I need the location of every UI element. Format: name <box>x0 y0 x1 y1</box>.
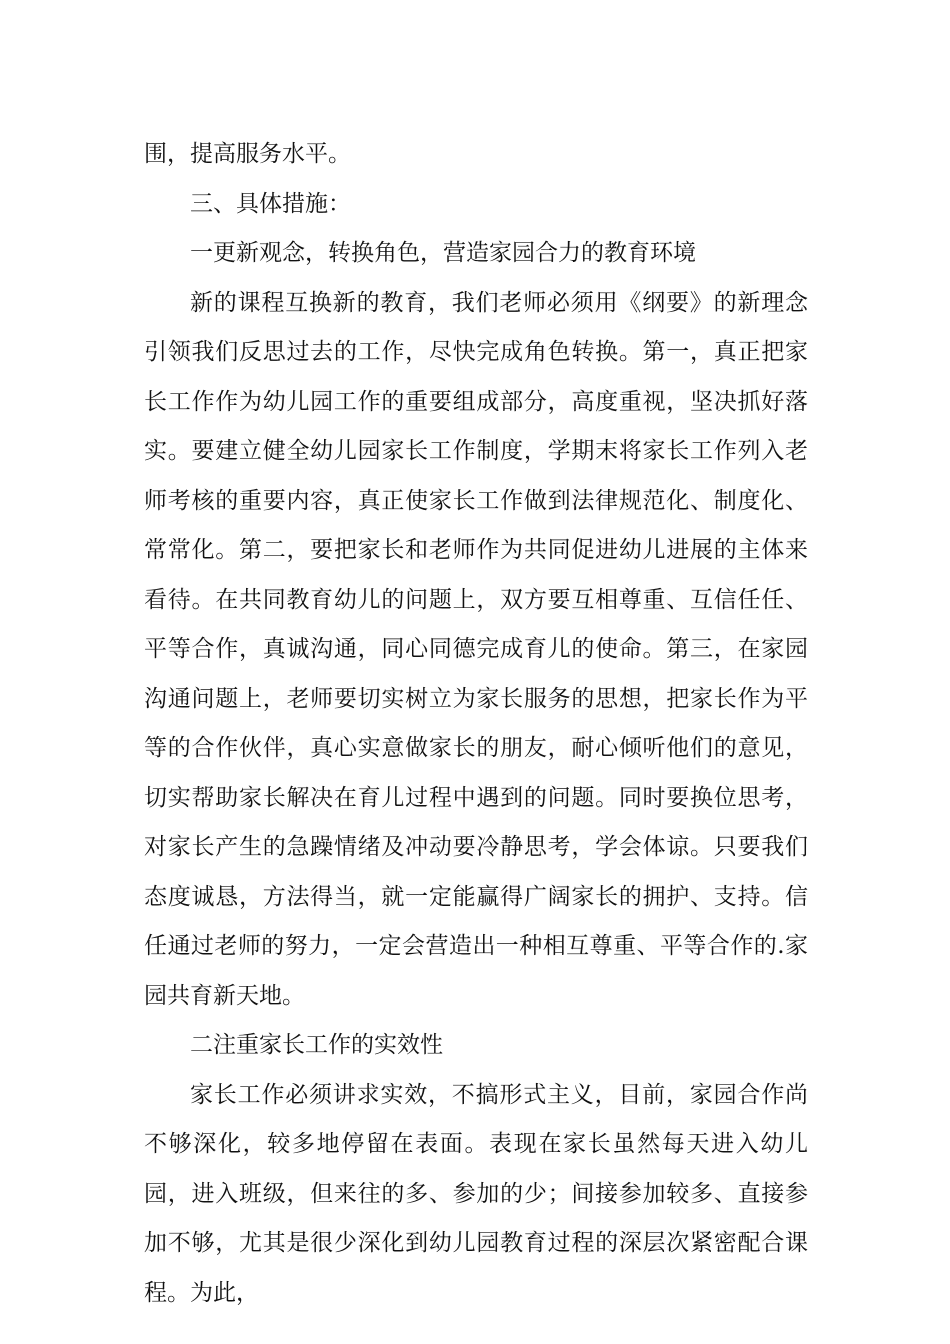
paragraph-effectiveness: 家长工作必须讲求实效，不搞形式主义，目前，家园合作尚不够深化，较多地停留在表面。表现在家长虽然每天进入幼儿园，进入班级，但来往的多、参加的少；间接参加较多、直接参加不够，尤其是很少深化到幼儿园教育过程的深层次紧密配合课程。为此， <box>144 1081 808 1306</box>
paragraph-continuation: 围，提高服务水平。 <box>144 141 351 167</box>
body-text <box>144 130 808 1318</box>
subheading-update-concepts: 一更新观念，转换角色，营造家园合力的教育环境 <box>190 240 696 266</box>
section-heading-measures: 三、具体措施： <box>190 190 351 217</box>
subheading-effectiveness: 二注重家长工作的实效性 <box>190 1032 443 1058</box>
paragraph-role-transition: 新的课程互换新的教育，我们老师必须用《纲要》的新理念引领我们反思过去的工作，尽快完成角色转换。第一，真正把家长工作作为幼儿园工作的重要组成部分，高度重视，坚决抓好落实。要建立健全幼儿园家长工作制度，学期末将家长工作列入老师考核的重要内容，真正使家长工作做到法律规范化、制度化、常常化。第二，要把家长和老师作为共同促进幼儿进展的主体来看待。在共同教育幼儿的问题上，双方要互相尊重、互信任任、平等合作，真诚沟通，同心同德完成育儿的使命。第三，在家园沟通问题上，老师要切实树立为家长服务的思想，把家长作为平等的合作伙伴，真心实意做家长的朋友，耐心倾听他们的意见，切实帮助家长解决在育儿过程中遇到的问题。同时要换位思考，对家长产生的急躁情绪及冲动要冷静思考，学会体谅。只要我们态度诚恳，方法得当，就一定能赢得广阔家长的拥护、支持。信任通过老师的努力，一定会营造出一种相互尊重、平等合作的.家园共育新天地。 <box>144 289 808 1009</box>
